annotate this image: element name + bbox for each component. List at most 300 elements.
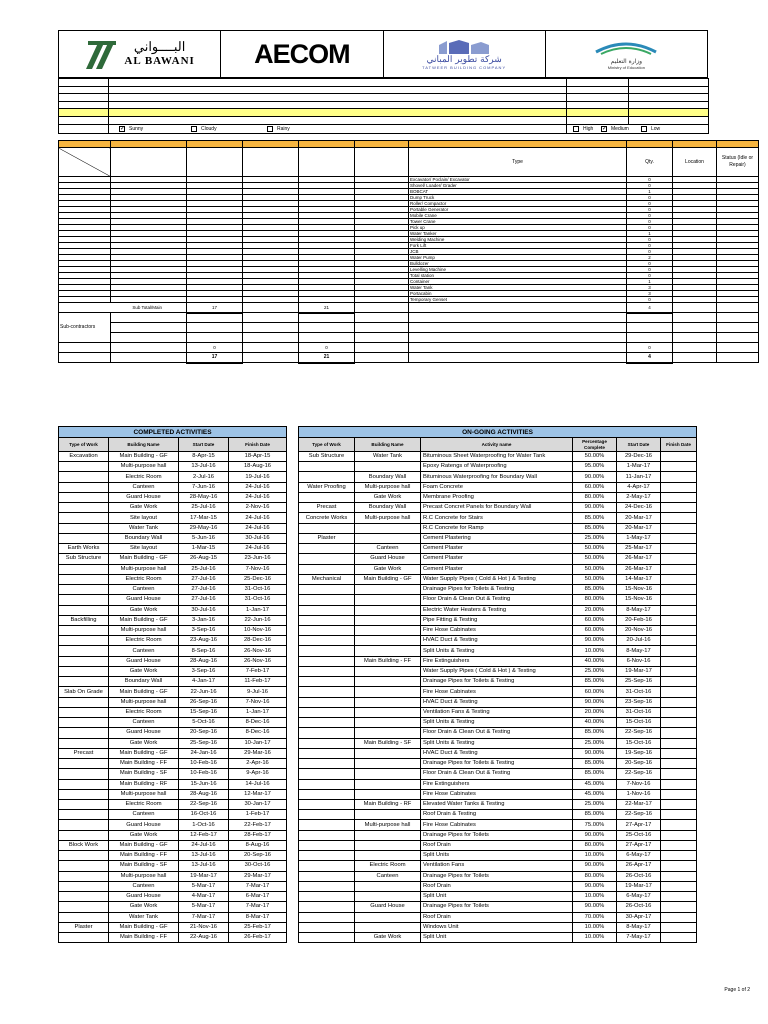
equipment-qty: 0 [627,183,673,189]
percentage-complete: 50.00% [573,544,617,554]
building-name [355,779,421,789]
completed-row [59,912,287,922]
percentage-complete: 10.00% [573,851,617,861]
percentage-complete: 25.00% [573,799,617,809]
rainy-label: Rainy [277,125,290,132]
building-name: Water Tank [109,912,179,922]
building-name: Electric Room [109,472,179,482]
ongoing-row [299,830,697,840]
equipment-type: JCB [409,249,627,255]
start-date: 15-Nov-16 [617,595,661,605]
finish-date [661,533,697,543]
completed-row [59,748,287,758]
activity-name: Cement Plastering [421,533,573,543]
building-name [355,462,421,472]
ongoing-row [299,789,697,799]
finish-date [661,830,697,840]
type-of-work: Earth Works [59,544,109,554]
diagonal-header-cell [59,148,111,177]
completed-row [59,707,287,717]
start-date: 7-May-17 [617,933,661,943]
percentage-complete: 50.00% [573,574,617,584]
finish-date: 11-Feb-17 [229,677,287,687]
ministry-logo [546,31,707,77]
completed-row [59,462,287,472]
activity-name: Water Supply Pipes ( Cold & Hot ) & Testing [421,666,573,676]
start-date: 8-May-17 [617,646,661,656]
building-name: Main Building - GF [109,922,179,932]
finish-date: 29-Mar-17 [229,871,287,881]
building-name: Boundary Wall [109,677,179,687]
finish-date [661,922,697,932]
building-name: Main Building - GF [109,615,179,625]
equipment-qty: 0 [627,195,673,201]
type-of-work [299,523,355,533]
start-date: 28-May-16 [179,492,229,502]
start-date: 20-Mar-17 [617,513,661,523]
building-name: Main Building - GF [109,554,179,564]
completed-row [59,646,287,656]
start-date: 22-Sep-16 [617,810,661,820]
building-name: Gate Work [109,503,179,513]
ongoing-row [299,902,697,912]
ongoing-row [299,636,697,646]
start-date: 25-Sep-16 [617,677,661,687]
type-of-work [59,513,109,523]
type-of-work [299,544,355,554]
tatweer-english-name: TATWEER BUILDING COMPANY [422,64,507,70]
finish-date: 7-Mar-17 [229,881,287,891]
type-of-work [59,810,109,820]
building-name: Electric Room [355,861,421,871]
building-name: Canteen [109,482,179,492]
completed-header-type: Type of Work [59,438,109,452]
type-of-work [59,861,109,871]
percentage-complete: 45.00% [573,779,617,789]
ongoing-row [299,452,697,462]
finish-date [661,718,697,728]
type-of-work [299,666,355,676]
aecom-logo [221,31,383,77]
ongoing-row [299,625,697,635]
completed-row [59,687,287,697]
type-of-work [299,912,355,922]
high-checkbox[interactable] [573,126,579,132]
building-name [355,677,421,687]
start-date: 24-Jan-16 [179,748,229,758]
start-date: 5-Oct-16 [179,718,229,728]
building-name [355,892,421,902]
percentage-complete: 90.00% [573,902,617,912]
activity-name: Fire Hose Cabinates [421,820,573,830]
subtotal-b: 21 [299,303,355,313]
ongoing-row [299,595,697,605]
percentage-complete: 25.00% [573,666,617,676]
sunny-checkbox[interactable]: ✓ [120,125,126,132]
start-date: 21-Nov-16 [179,922,229,932]
start-date: 2-May-17 [617,492,661,502]
start-date: 6-May-17 [617,892,661,902]
completed-row [59,513,287,523]
building-name: Multi-purpose hall [109,697,179,707]
type-of-work [299,707,355,717]
building-name: Water Tank [109,523,179,533]
percentage-complete: 85.00% [573,728,617,738]
equipment-type-header: Type [409,148,627,177]
completed-row [59,452,287,462]
start-date: 26-Mar-17 [617,564,661,574]
type-of-work [59,820,109,830]
finish-date: 28-Dec-16 [229,636,287,646]
percentage-complete: 90.00% [573,861,617,871]
building-name: Main Building - GF [109,840,179,850]
building-name: Water Tank [355,452,421,462]
activity-name: Windows Unit [421,922,573,932]
type-of-work [59,585,109,595]
type-of-work [299,933,355,943]
completed-row [59,697,287,707]
start-date: 20-Sep-16 [617,759,661,769]
building-name [355,605,421,615]
finish-date: 24-Jul-16 [229,513,287,523]
building-name: Canteen [355,544,421,554]
type-of-work [59,769,109,779]
activity-name: Floor Drain & Clean Out & Testing [421,728,573,738]
start-date: 22-Sep-16 [617,728,661,738]
activity-name: R.C Concrete for Stairs [421,513,573,523]
low-checkbox[interactable] [641,126,647,132]
ongoing-row [299,718,697,728]
start-date: 3-Jan-16 [179,615,229,625]
building-name: Boundary Wall [109,533,179,543]
finish-date: 10-Nov-16 [229,625,287,635]
finish-date [661,666,697,676]
start-date: 29-Dec-16 [617,452,661,462]
building-name: Main Building - GF [109,748,179,758]
finish-date: 20-Sep-16 [229,851,287,861]
building-name: Main Building - FF [109,933,179,943]
completed-row [59,636,287,646]
finish-date [661,892,697,902]
finish-date: 12-Mar-17 [229,789,287,799]
completed-row [59,851,287,861]
finish-date [661,595,697,605]
start-date: 19-Mar-17 [617,881,661,891]
finish-date [661,748,697,758]
ongoing-row [299,840,697,850]
ongoing-row [299,769,697,779]
ongoing-row [299,861,697,871]
start-date: 27-Jul-16 [179,574,229,584]
building-name: Electric Room [109,636,179,646]
activity-name: Fire Hose Cabinates [421,625,573,635]
activity-name: Split Unit [421,933,573,943]
finish-date: 23-Jun-16 [229,554,287,564]
building-name [355,533,421,543]
type-of-work [59,533,109,543]
rainy-checkbox[interactable] [267,126,273,132]
activity-name: R.C Concrete for Ramp [421,523,573,533]
equipment-qty: 0 [627,243,673,249]
percentage-complete: 85.00% [573,769,617,779]
percentage-complete: 70.00% [573,912,617,922]
activity-name: HVAC Duct & Testing [421,748,573,758]
building-name [355,881,421,891]
ongoing-row [299,851,697,861]
start-date: 13-Jul-16 [179,851,229,861]
finish-date: 24-Jul-16 [229,482,287,492]
start-date: 29-May-16 [179,523,229,533]
percentage-complete: 85.00% [573,810,617,820]
finish-date [661,523,697,533]
completed-row [59,503,287,513]
start-date: 8-May-17 [617,605,661,615]
percentage-complete: 50.00% [573,554,617,564]
ongoing-row [299,892,697,902]
completed-row [59,922,287,932]
finish-date [661,769,697,779]
completed-row [59,738,287,748]
percentage-complete: 60.00% [573,625,617,635]
ongoing-row [299,779,697,789]
start-date: 6-Nov-16 [617,656,661,666]
building-name: Gate Work [355,492,421,502]
type-of-work [59,697,109,707]
equipment-location-header: Location [673,148,717,177]
percentage-complete: 85.00% [573,759,617,769]
subcontractor-total-qty: 0 [627,343,673,353]
activity-name: Precast Concret Panels for Boundary Wall [421,503,573,513]
finish-date: 7-Nov-16 [229,564,287,574]
percentage-complete: 90.00% [573,830,617,840]
finish-date [661,503,697,513]
start-date: 5-Mar-17 [179,881,229,891]
tatweer-building-icon [429,39,499,55]
building-name [355,728,421,738]
activity-name: Cement Plaster [421,544,573,554]
type-of-work: Plaster [299,533,355,543]
start-date: 26-Mar-17 [617,554,661,564]
ongoing-row [299,656,697,666]
activity-name: Roof Drain & Testing [421,810,573,820]
finish-date: 30-Jul-16 [229,533,287,543]
ongoing-header-type: Type of Work [299,438,355,452]
ongoing-header-building: Building Name [355,438,421,452]
completed-row [59,769,287,779]
finish-date: 31-Oct-16 [229,595,287,605]
finish-date [661,656,697,666]
building-name: Main Building - SF [109,861,179,871]
finish-date: 1-Jan-17 [229,707,287,717]
type-of-work [299,625,355,635]
aecom-name: AECOM [254,38,350,69]
type-of-work [59,574,109,584]
type-of-work [59,933,109,943]
start-date: 6-May-17 [617,851,661,861]
start-date: 17-Mar-15 [179,513,229,523]
type-of-work [299,769,355,779]
building-name: Gate Work [109,830,179,840]
building-name: Boundary Wall [355,503,421,513]
building-name: Main Building - GF [109,452,179,462]
completed-row [59,810,287,820]
medium-checkbox[interactable]: ✓ [602,125,608,132]
percentage-complete: 60.00% [573,687,617,697]
type-of-work [59,503,109,513]
building-name [355,707,421,717]
albawani-logo [59,31,221,77]
finish-date: 31-Oct-16 [229,585,287,595]
finish-date: 22-Jun-16 [229,615,287,625]
equipment-qty: 1 [627,189,673,195]
activity-name: Cement Plaster [421,554,573,564]
building-name [355,769,421,779]
start-date: 26-Apr-17 [617,861,661,871]
building-name [355,922,421,932]
type-of-work [299,902,355,912]
type-of-work [59,799,109,809]
start-date: 8-Apr-15 [179,452,229,462]
type-of-work [59,677,109,687]
building-name: Main Building - FF [355,656,421,666]
start-date: 23-Aug-16 [179,636,229,646]
finish-date: 1-Jan-17 [229,605,287,615]
finish-date [661,933,697,943]
type-of-work [59,482,109,492]
finish-date [661,574,697,584]
completed-row [59,871,287,881]
activity-name: Drainage Pipes for Toilets [421,830,573,840]
finish-date [661,799,697,809]
building-name [355,615,421,625]
completed-header-building: Building Name [109,438,179,452]
percentage-complete: 40.00% [573,656,617,666]
type-of-work [59,472,109,482]
type-of-work [299,697,355,707]
percentage-complete: 90.00% [573,636,617,646]
finish-date [661,605,697,615]
start-date: 22-Jun-16 [179,687,229,697]
finish-date: 2-Apr-16 [229,759,287,769]
type-of-work [59,851,109,861]
percentage-complete: 25.00% [573,738,617,748]
subtotal-label: Sub Total/Main [59,303,187,313]
finish-date [661,728,697,738]
building-name: Gate Work [109,605,179,615]
equipment-type: BOBCAT [409,189,627,195]
equipment-qty: 0 [627,237,673,243]
start-date: 24-Jul-16 [179,840,229,850]
subtotal-qty: 4 [627,303,673,313]
activity-name: Drainage Pipes for Toilets & Testing [421,585,573,595]
cloudy-checkbox[interactable] [191,126,197,132]
subcontractor-total-b: 0 [299,343,355,353]
finish-date: 26-Nov-16 [229,656,287,666]
ministry-english-name: Ministry of Education [607,65,645,70]
finish-date: 26-Feb-17 [229,933,287,943]
type-of-work [299,779,355,789]
finish-date [661,625,697,635]
finish-date: 30-Oct-16 [229,861,287,871]
type-of-work: Slab On Grade [59,687,109,697]
ongoing-row [299,707,697,717]
type-of-work [299,830,355,840]
start-date: 20-Mar-17 [617,523,661,533]
percentage-complete: 80.00% [573,492,617,502]
equipment-qty: 1 [627,231,673,237]
type-of-work [299,851,355,861]
finish-date: 6-Mar-17 [229,892,287,902]
equipment-type: Portable Generator [409,207,627,213]
percentage-complete: 10.00% [573,892,617,902]
completed-row [59,789,287,799]
building-name [355,646,421,656]
ongoing-header-percentage: Percentage Complete [573,438,617,452]
ongoing-row [299,462,697,472]
completed-row [59,574,287,584]
percentage-complete: 95.00% [573,462,617,472]
finish-date [661,687,697,697]
completed-row [59,820,287,830]
finish-date [661,544,697,554]
equipment-qty-header: Qty. [627,148,673,177]
start-date: 27-Apr-17 [617,820,661,830]
type-of-work [59,636,109,646]
building-name: Canteen [109,646,179,656]
type-of-work: Precast [59,748,109,758]
equipment-type: Tower Crane [409,219,627,225]
type-of-work [59,789,109,799]
start-date: 26-Oct-16 [617,871,661,881]
finish-date [661,738,697,748]
start-date: 25-Sep-16 [179,738,229,748]
building-name: Guard House [109,728,179,738]
finish-date [661,482,697,492]
activity-name: Split Units & Testing [421,646,573,656]
type-of-work [59,902,109,912]
building-name: Site layout [109,544,179,554]
type-of-work [59,492,109,502]
grand-total-qty: 4 [627,353,673,363]
activity-name: Fire Extinguishers [421,656,573,666]
percentage-complete: 75.00% [573,820,617,830]
activity-name: Fire Hose Cabinates [421,789,573,799]
finish-date [661,820,697,830]
completed-row [59,554,287,564]
activity-name: Drainage Pipes for Toilets & Testing [421,677,573,687]
ongoing-header-start: Start Date [617,438,661,452]
start-date: 5-Mar-17 [179,902,229,912]
building-name [355,523,421,533]
grand-total-a: 17 [187,353,243,363]
completed-row [59,615,287,625]
type-of-work [299,820,355,830]
building-name [355,748,421,758]
type-of-work [299,605,355,615]
finish-date [661,492,697,502]
activity-name: Roof Drain [421,840,573,850]
building-name [355,851,421,861]
finish-date [661,707,697,717]
building-name: Guard House [109,656,179,666]
building-name: Guard House [109,595,179,605]
start-date: 27-Apr-17 [617,840,661,850]
type-of-work [299,595,355,605]
building-name: Canteen [109,810,179,820]
building-name: Multi-purpose hall [109,789,179,799]
type-of-work [59,646,109,656]
finish-date: 7-Nov-16 [229,697,287,707]
